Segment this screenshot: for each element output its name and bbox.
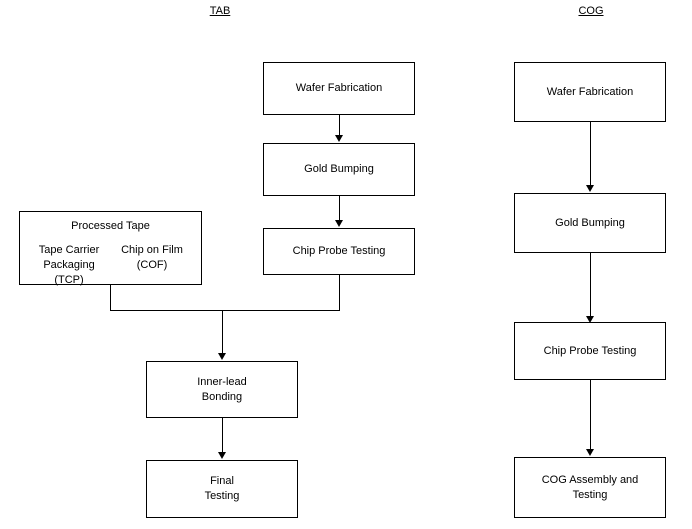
column-title-tab: TAB xyxy=(209,5,231,17)
cof-line1: Chip on xyxy=(121,243,160,256)
node-cog-wafer-fabrication[interactable] xyxy=(514,62,666,122)
connector-cog-gold-to-probe xyxy=(590,253,591,320)
arrowhead-cog-wafer-to-gold xyxy=(586,185,594,192)
node-cog-gold-bumping[interactable] xyxy=(514,193,666,253)
connector-probe-down xyxy=(339,275,340,311)
node-tab-final-testing[interactable] xyxy=(146,460,298,518)
arrowhead-inner-lead-to-final xyxy=(218,452,226,459)
connector-cog-probe-to-assembly xyxy=(590,380,591,452)
node-tab-chip-probe-testing[interactable] xyxy=(263,228,415,275)
connector-tab-gold-to-probe xyxy=(339,196,340,223)
node-label-line2: Testing xyxy=(572,488,608,501)
tcp-line1: Tape Carrier xyxy=(38,243,100,256)
node-tab-gold-bumping[interactable] xyxy=(263,143,415,196)
node-label: Chip Probe Testing xyxy=(543,344,637,357)
processed-tape-tcp xyxy=(30,243,108,288)
node-cog-chip-probe-testing[interactable] xyxy=(514,322,666,380)
tcp-line3: (TCP) xyxy=(54,273,84,286)
tcp-line2: Packaging xyxy=(43,258,95,271)
node-label-line1: COG Assembly and xyxy=(541,473,639,486)
processed-tape-cof xyxy=(113,243,191,288)
cof-line3: (COF) xyxy=(136,258,168,271)
node-cog-assembly-and-testing[interactable] xyxy=(514,457,666,518)
node-label: Gold Bumping xyxy=(555,216,625,229)
column-title-cog: COG xyxy=(578,5,604,17)
node-label-line1: Inner-lead xyxy=(197,375,247,388)
node-label: Chip Probe Testing xyxy=(292,245,386,258)
connector-tape-down xyxy=(110,285,111,311)
processed-tape-title: Processed Tape xyxy=(71,220,150,232)
connector-inner-lead-to-final xyxy=(222,418,223,455)
connector-merge-to-inner-lead xyxy=(222,310,223,356)
node-tab-inner-lead-bonding[interactable] xyxy=(146,361,298,418)
node-label: Gold Bumping xyxy=(304,163,374,176)
cof-line2: Film xyxy=(162,243,183,256)
node-label-line2: Bonding xyxy=(201,390,243,403)
arrowhead-merge-to-inner-lead xyxy=(218,353,226,360)
node-label-line1: Final xyxy=(210,475,234,488)
arrowhead-tab-wafer-to-gold xyxy=(335,135,343,142)
node-processed-tape[interactable] xyxy=(19,211,202,285)
arrowhead-cog-probe-to-assembly xyxy=(586,449,594,456)
connector-cog-wafer-to-gold xyxy=(590,122,591,188)
node-label-line2: Testing xyxy=(204,490,240,502)
connector-merge-horizontal xyxy=(110,310,340,311)
node-tab-wafer-fabrication[interactable] xyxy=(263,62,415,115)
arrowhead-tab-gold-to-probe xyxy=(335,220,343,227)
node-label: Wafer Fabrication xyxy=(295,82,383,95)
node-label: Wafer Fabrication xyxy=(546,85,634,98)
